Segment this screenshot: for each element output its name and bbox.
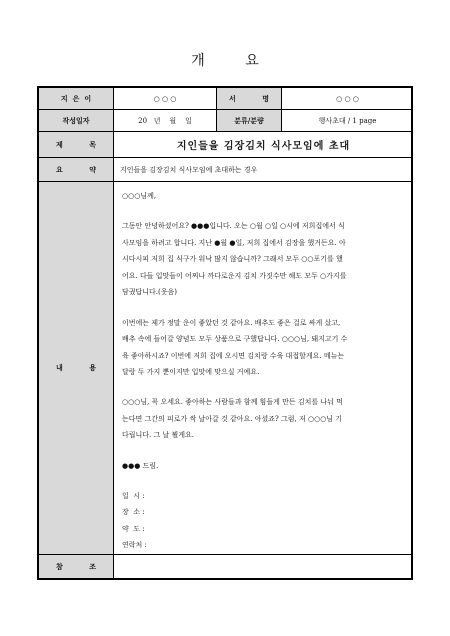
author-label: 지은이 bbox=[39, 88, 114, 109]
signature-value: ○ ○ ○ bbox=[336, 94, 359, 103]
reference-row bbox=[39, 555, 411, 578]
summary-row bbox=[39, 158, 411, 182]
content-label: 내 용 bbox=[39, 182, 114, 554]
date-value: 20 년 월 일 bbox=[114, 110, 217, 131]
field-date: 일 시 : bbox=[122, 491, 145, 500]
content-row bbox=[39, 182, 411, 555]
paragraph-2-line-1: 이번에는 제가 정말 운이 좋았던 것 같아요. 배추도 좋은 걸로 싸게 샀고, bbox=[122, 318, 341, 327]
signature-label: 서 명 bbox=[217, 88, 282, 109]
field-contact: 연락처 : bbox=[122, 541, 147, 550]
reference-label: 참 조 bbox=[39, 555, 114, 578]
greeting: ○○○님께, bbox=[122, 192, 157, 200]
paragraph-2-line-4: 달랑 두 가지 뿐이지만 입맛에 맞으실 거예요. bbox=[122, 368, 260, 377]
field-place: 장 소 : bbox=[122, 508, 145, 517]
paragraph-2-line-2: 배추 속에 들어갈 양념도 모두 상품으로 구했답니다. ○○○님, 돼지고기 수 bbox=[122, 335, 348, 344]
overview-form bbox=[37, 86, 413, 580]
paragraph-3-line-1: ○○○님, 꼭 오세요. 좋아하는 사람들과 함께 힘들게 만든 김치를 나눠 먹 bbox=[122, 398, 343, 407]
category-value: 행사초대 / 1 page bbox=[318, 116, 377, 125]
summary-label: 요 약 bbox=[39, 158, 114, 181]
paragraph-1-line-3: 시다시피 저희 집 식구가 워낙 많지 않습니까? 그래서 모두 ○○포기를 했 bbox=[122, 255, 343, 264]
paragraph-3-line-2: 는다면 그간의 피로가 싹 날아갈 것 같아요. 아셨죠? 그럼, 저 ○○○님 기 bbox=[122, 414, 343, 423]
reference-value bbox=[114, 555, 413, 578]
subject-label: 제 목 bbox=[39, 132, 114, 157]
paragraph-1-line-5: 담궜답니다.(웃음) bbox=[122, 288, 178, 297]
paragraph-3-line-3: 다립니다. 그 날 뵐게요. bbox=[122, 431, 194, 440]
content-body bbox=[114, 182, 413, 554]
category-label: 분류/분량 bbox=[217, 110, 282, 131]
field-map: 약 도 : bbox=[122, 524, 145, 533]
paragraph-1-line-4: 어요. 다들 입맛들이 어찌나 까다로운지 김치 가짓수만 해도 모두 ○가지를 bbox=[122, 271, 347, 280]
paragraph-2-line-3: 육 좋아하시죠? 이번에 저희 집에 오시면 김치랑 수육 대접할게요. 메뉴는 bbox=[122, 351, 345, 360]
author-value: ○ ○ ○ bbox=[114, 88, 217, 109]
subject-value: 지인들을 김장김치 식사모임에 초대 bbox=[176, 141, 351, 152]
subject-row bbox=[39, 132, 411, 158]
sign-off: ●●● 드림. bbox=[122, 461, 159, 470]
date-label: 작성일자 bbox=[39, 110, 114, 131]
summary-value: 지인들을 김장김치 식사모임에 초대하는 경우 bbox=[120, 165, 258, 174]
date-row bbox=[39, 110, 411, 132]
paragraph-1-line-2: 사모임을 하려고 합니다. 지난 ●월 ●일, 저희 집에서 김장을 했거든요. 아 bbox=[122, 238, 346, 247]
page-title: 개 요 bbox=[191, 53, 277, 69]
author-row bbox=[39, 88, 411, 110]
paragraph-1-line-1: 그동안 안녕하셨어요? ●●●입니다. 오는 ○월 ○일 ○시에 저희집에서 식 bbox=[122, 222, 345, 231]
